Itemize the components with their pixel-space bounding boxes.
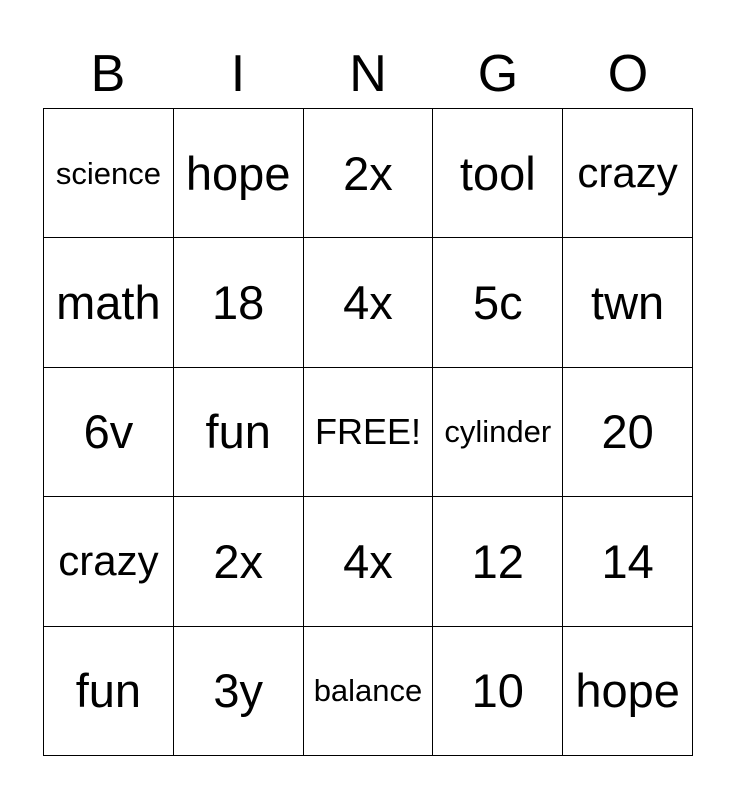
bingo-board bbox=[43, 108, 693, 756]
bingo-cell-r1-c2[interactable]: hope bbox=[174, 109, 304, 238]
header-letter-o: O bbox=[607, 45, 649, 103]
bingo-cell-r4-c4[interactable]: 12 bbox=[433, 497, 563, 626]
bingo-cell-r2-c1[interactable]: math bbox=[44, 238, 174, 367]
bingo-cell-r5-c5[interactable]: hope bbox=[563, 627, 693, 756]
bingo-cell-r5-c1[interactable]: fun bbox=[44, 627, 174, 756]
bingo-cell-r2-c2[interactable]: 18 bbox=[174, 238, 304, 367]
bingo-cell-r4-c5[interactable]: 14 bbox=[563, 497, 693, 626]
bingo-cell-free[interactable]: FREE! bbox=[304, 368, 434, 497]
header-letter-i: I bbox=[230, 45, 246, 103]
header-letter-n: N bbox=[349, 45, 387, 103]
bingo-cell-r3-c5[interactable]: 20 bbox=[563, 368, 693, 497]
bingo-cell-r5-c4[interactable]: 10 bbox=[433, 627, 563, 756]
bingo-cell-r1-c1[interactable]: science bbox=[44, 109, 174, 238]
bingo-cell-r4-c1[interactable]: crazy bbox=[44, 497, 174, 626]
bingo-cell-r4-c2[interactable]: 2x bbox=[174, 497, 304, 626]
bingo-cell-r1-c4[interactable]: tool bbox=[433, 109, 563, 238]
bingo-header bbox=[43, 40, 693, 108]
bingo-cell-r1-c3[interactable]: 2x bbox=[304, 109, 434, 238]
bingo-cell-r3-c4[interactable]: cylinder bbox=[433, 368, 563, 497]
header-letter-g: G bbox=[477, 45, 519, 103]
bingo-cell-r4-c3[interactable]: 4x bbox=[304, 497, 434, 626]
bingo-cell-r3-c2[interactable]: fun bbox=[174, 368, 304, 497]
bingo-cell-r3-c1[interactable]: 6v bbox=[44, 368, 174, 497]
bingo-cell-r5-c3[interactable]: balance bbox=[304, 627, 434, 756]
bingo-cell-r5-c2[interactable]: 3y bbox=[174, 627, 304, 756]
bingo-cell-r1-c5[interactable]: crazy bbox=[563, 109, 693, 238]
header-letter-b: B bbox=[90, 45, 126, 103]
bingo-cell-r2-c4[interactable]: 5c bbox=[433, 238, 563, 367]
bingo-cell-r2-c5[interactable]: twn bbox=[563, 238, 693, 367]
bingo-cell-r2-c3[interactable]: 4x bbox=[304, 238, 434, 367]
